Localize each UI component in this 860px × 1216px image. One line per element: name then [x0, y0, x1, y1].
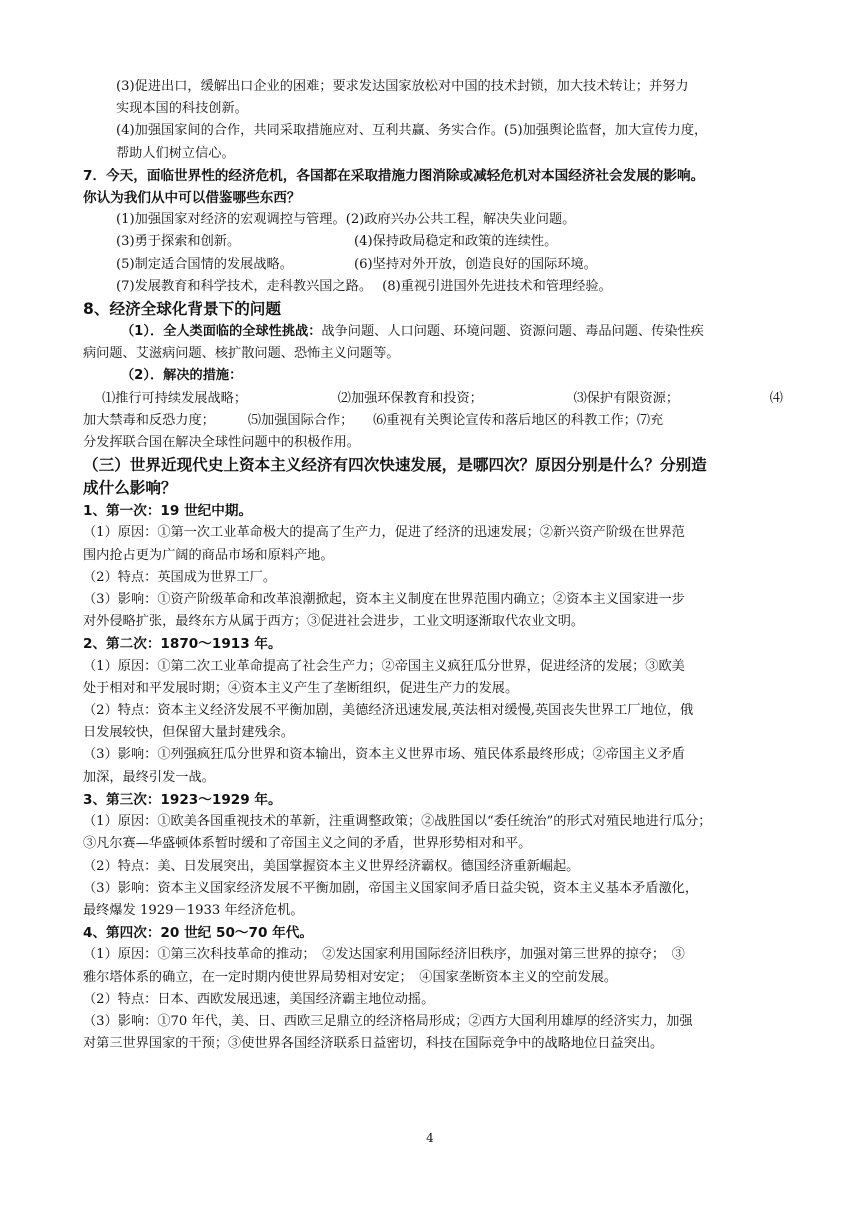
- trait-line: 日发展较快，但保留大量封建残余。: [83, 725, 294, 741]
- answer-item: (4)保持政局稳定和政策的连续性。: [354, 234, 558, 250]
- cause-line: （1）原因：①第一次工业革命极大的提高了生产力，促进了经济的迅速发展；②新兴资产阶级在世界范: [83, 525, 685, 541]
- measure-item: ⑶保护有限资源；: [573, 390, 680, 406]
- cause-line: （1）原因：①第三次科技革命的推动； ②发达国家利用国际经济旧秩序，加强对第三世界的掠夺； ③: [83, 947, 685, 963]
- question-8-title: 8、经济全球化背景下的问题: [83, 300, 281, 319]
- measure-item: ⑷: [769, 390, 783, 406]
- answer-row: [83, 276, 783, 298]
- document-page: [83, 76, 783, 1055]
- page-number: 4: [426, 1131, 434, 1145]
- answer-row: [83, 254, 783, 276]
- question-7-title: 7．今天，面临世界性的经济危机，各国都在采取措施力图消除或减轻危机对本国经济社会发展的影响。: [83, 167, 705, 184]
- measures-line-2: 加大禁毒和反恐力度； ⑸加强国际合作； ⑹重视有关舆论宣传和落后地区的科教工作；⑺充: [83, 412, 664, 428]
- trait-line: （2）特点：资本主义经济发展不平衡加剧，美德经济迅速发展,英法相对缓慢,英国丧失世界工厂地位，俄: [83, 703, 694, 719]
- challenges-text: 战争问题、人口问题、环境问题、资源问题、毒品问题、传染性疾: [321, 324, 704, 340]
- effect-line: 最终爆发 1929－1933 年经济危机。: [83, 902, 304, 918]
- fourth-expansion-title: 4、第四次：20 世纪 50～70 年代。: [83, 925, 313, 942]
- trait-line: （2）特点：美、日发展突出，美国掌握资本主义世界经济霸权。德国经济重新崛起。: [83, 858, 580, 874]
- challenges-line: [83, 321, 783, 343]
- answer-row: [83, 231, 783, 253]
- intro-block: [83, 76, 783, 165]
- question-8: [83, 298, 783, 454]
- effect-line: （3）影响：①70 年代，美、日、西欧三足鼎立的经济格局形成；②西方大国利用雄厚的经济实力，加强: [83, 1013, 693, 1029]
- answer-item: (5)制定适合国情的发展战略。: [116, 256, 293, 272]
- answer-item: (1)加强国家对经济的宏观调控与管理。: [116, 212, 346, 228]
- measures-label: （2）．解决的措施：: [121, 368, 243, 384]
- measures-line-3: 分发挥联合国在解决全球性问题中的积极作用。: [83, 435, 360, 451]
- question-7-title-cont: 你认为我们从中可以借鉴哪些东西？: [83, 190, 301, 207]
- section-3-title: （三）世界近现代史上资本主义经济有四次快速发展，是哪四次？原因分别是什么？分别造: [83, 456, 707, 475]
- measure-item: ⑵加强环保教育和投资；: [337, 390, 483, 406]
- question-7: [83, 165, 783, 298]
- intro-line: 帮助人们树立信心。: [116, 145, 235, 161]
- answer-item: (6)坚持对外开放，创造良好的国际环境。: [354, 256, 597, 272]
- first-expansion-title: 1、第一次：19 世纪中期。: [83, 503, 253, 520]
- intro-line: (4)加强国家间的合作，共同采取措施应对、互利共赢、务实合作。(5)加强舆论监督，加大宣传力度，: [116, 123, 708, 139]
- effect-line: 加深，最终引发一战。: [83, 769, 215, 785]
- intro-line: (3)促进出口，缓解出口企业的困难；要求发达国家放松对中国的技术封锁，加大技术转让；并努力: [116, 79, 689, 94]
- answer-item: (2)政府兴办公共工程，解决失业问题。: [345, 212, 576, 228]
- cause-line: （1）原因：①第二次工业革命提高了社会生产力；②帝国主义疯狂瓜分世界，促进经济的发展；③欧美: [83, 658, 685, 674]
- answer-item: (7)发展教育和科学技术，走科教兴国之路。: [116, 278, 373, 294]
- cause-line: （1）原因：①欧美各国重视技术的革新，注重调整政策；②战胜国以“委任统治”的形式对殖民地进行瓜分；: [83, 814, 712, 830]
- cause-line: 围内抢占更为广阔的商品市场和原料产地。: [83, 547, 334, 563]
- section-3: [83, 454, 783, 1055]
- third-expansion-title: 3、第三次：1923～1929 年。: [83, 791, 282, 808]
- challenges-label: （1）．全人类面临的全球性挑战：: [121, 324, 322, 340]
- trait-line: （2）特点：英国成为世界工厂。: [83, 569, 277, 585]
- cause-line: 处于相对和平发展时期；④资本主义产生了垄断组织，促进生产力的发展。: [83, 680, 519, 696]
- effect-line: 对外侵略扩张，最终东方从属于西方；③促进社会进步，工业文明逐渐取代农业文明。: [83, 614, 585, 630]
- answer-item: (8)重视引进国外先进技术和管理经验。: [382, 278, 612, 294]
- answer-item: (3)勇于探索和创新。: [116, 234, 241, 250]
- trait-line: （2）特点：日本、西欧发展迅速，美国经济霸主地位动摇。: [83, 991, 435, 1007]
- intro-line: 实现本国的科技创新。: [116, 101, 248, 117]
- effect-line: （3）影响：资本主义国家经济发展不平衡加剧，帝国主义国家间矛盾日益尖锐，资本主义基本矛盾激化，: [83, 880, 699, 896]
- effect-line: （3）影响：①资产阶级革命和改革浪潮掀起，资本主义制度在世界范围内确立；②资本主义国家进一步: [83, 592, 685, 608]
- cause-line: 雅尔塔体系的确立，在一定时期内使世界局势相对安定； ④国家垄断资本主义的空前发展。: [83, 969, 618, 985]
- measures-row: [83, 388, 783, 410]
- answer-row: [83, 209, 783, 231]
- effect-line: （3）影响：①列强疯狂瓜分世界和资本输出，资本主义世界市场、殖民体系最终形成；②帝国主义矛盾: [83, 747, 685, 763]
- measure-item: ⑴推行可持续发展战略；: [102, 390, 248, 406]
- challenges-line-2: 病问题、艾滋病问题、核扩散问题、恐怖主义问题等。: [83, 346, 400, 362]
- cause-line: ③凡尔赛—华盛顿体系暂时缓和了帝国主义之间的矛盾，世界形势相对和平。: [83, 836, 532, 852]
- section-3-title-cont: 成什么影响？: [83, 479, 177, 498]
- second-expansion-title: 2、第二次：1870～1913 年。: [83, 636, 282, 653]
- effect-line: 对第三世界国家的干预；③使世界各国经济联系日益密切，科技在国际竞争中的战略地位日益突出。: [83, 1036, 664, 1052]
